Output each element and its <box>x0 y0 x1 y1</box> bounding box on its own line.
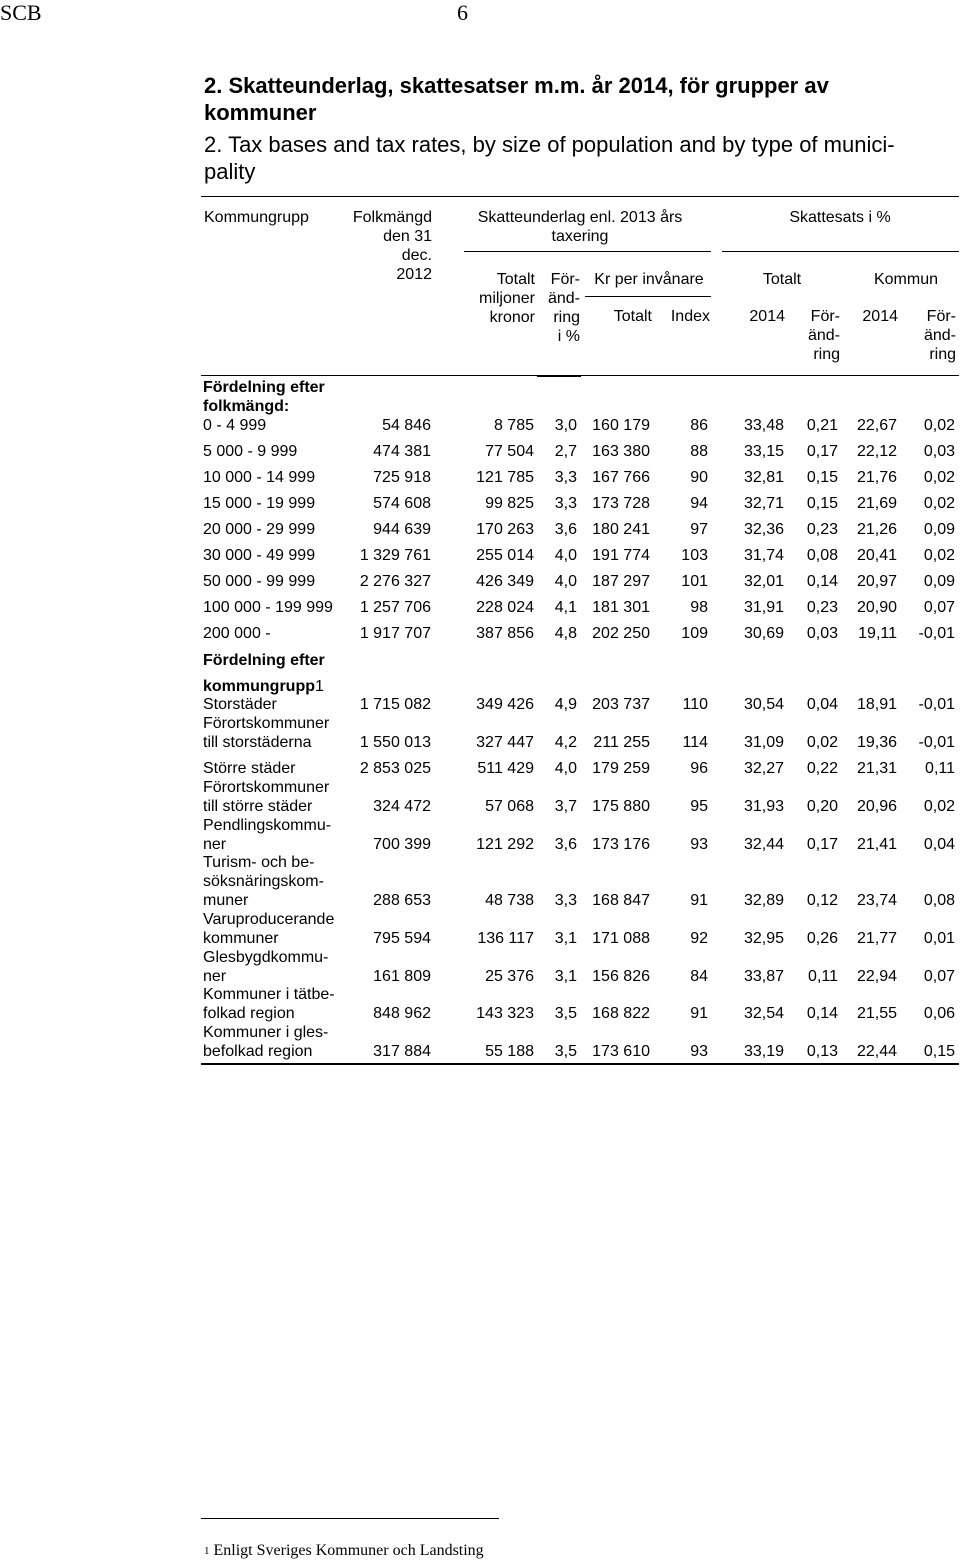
table-cell: 32,54 <box>743 1005 784 1022</box>
table-cell: 2,7 <box>554 443 577 460</box>
table-cell: 19,36 <box>856 734 897 751</box>
skatteunderlag-rule <box>464 251 711 252</box>
header-skatteunderlag: Skatteunderlag enl. 2013 års taxering <box>477 209 683 245</box>
table-cell: 474 381 <box>373 443 431 460</box>
table-cell: 0,20 <box>806 798 838 815</box>
table-cell: 0,02 <box>806 734 838 751</box>
table-cell: 3,3 <box>554 495 577 512</box>
section-kommungrupp-heading: Fördelning efter kommungrupp1 <box>203 652 325 695</box>
table-cell: 0,03 <box>806 625 838 642</box>
table-cell: 3,5 <box>554 1005 577 1022</box>
table-cell: 0,15 <box>806 495 838 512</box>
title-en-line2: pality <box>204 159 256 184</box>
table-cell: 30,54 <box>743 696 784 713</box>
header-kommun: Kommun <box>873 271 939 288</box>
table-cell: 32,89 <box>743 892 784 909</box>
table-cell: 0,14 <box>806 1005 838 1022</box>
table-cell: 32,36 <box>743 521 784 538</box>
table-cell: 31,93 <box>743 798 784 815</box>
header-skattesats: Skattesats i % <box>789 209 891 226</box>
header-totalt-mkr: Totalt miljoner kronor <box>478 271 535 326</box>
table-cell: 3,1 <box>554 930 577 947</box>
table-cell: 0,13 <box>806 1043 838 1060</box>
table-cell: 795 594 <box>373 930 431 947</box>
table-cell: 0,15 <box>806 469 838 486</box>
title-sv-line2: kommuner <box>204 100 317 125</box>
table-cell: 288 653 <box>373 892 431 909</box>
table-cell: 32,27 <box>743 760 784 777</box>
table-cell: 18,91 <box>856 696 897 713</box>
table-bottom-rule <box>201 1063 959 1065</box>
table-cell: 168 847 <box>592 892 650 909</box>
table-cell: 3,1 <box>554 968 577 985</box>
table-cell: 161 809 <box>373 968 431 985</box>
table-cell: 21,77 <box>856 930 897 947</box>
table-cell: 8 785 <box>493 417 534 434</box>
table-cell: 103 <box>681 547 708 564</box>
footnote-rule <box>201 1518 499 1519</box>
table-cell: 3,0 <box>554 417 577 434</box>
title-sv-line1: 2. Skatteunderlag, skattesatser m.m. år 2014, för grupper av <box>204 73 829 98</box>
header-forandring-a: För- änd- ring <box>807 308 840 363</box>
table-cell: 0,17 <box>806 443 838 460</box>
table-cell: -0,01 <box>918 734 955 751</box>
row-label: 50 000 - 99 999 <box>203 573 316 590</box>
table-cell: 173 176 <box>592 836 650 853</box>
footnote: $^1$ Enligt Sveriges Kommuner och Landsting <box>204 1542 484 1559</box>
table-cell: 93 <box>690 836 708 853</box>
table-cell: 228 024 <box>476 599 534 616</box>
table-cell: 0,04 <box>806 696 838 713</box>
row-label: Turism- och be- söksnäringskom- muner <box>203 854 324 909</box>
table-cell: 2 853 025 <box>359 760 431 777</box>
table-cell: 97 <box>690 521 708 538</box>
table-cell: 110 <box>682 696 708 713</box>
title-en-line1: 2. Tax bases and tax rates, by size of population and by type of munici- <box>204 132 895 157</box>
table-cell: 187 297 <box>592 573 650 590</box>
table-cell: 179 259 <box>592 760 650 777</box>
skattesats-rule <box>722 251 959 252</box>
page-number: 6 <box>457 0 468 25</box>
table-cell: 0,06 <box>923 1005 955 1022</box>
table-cell: 25 376 <box>485 968 534 985</box>
row-label: Glesbygdkommu- ner <box>203 949 329 985</box>
table-cell: 171 088 <box>592 930 650 947</box>
table-cell: 55 188 <box>485 1043 534 1060</box>
table-cell: 30,69 <box>743 625 784 642</box>
table-cell: 2 276 327 <box>359 573 431 590</box>
table-cell: 121 785 <box>476 469 534 486</box>
table-cell: 0,17 <box>806 836 838 853</box>
table-cell: 0,07 <box>923 968 955 985</box>
header-index: Index <box>670 308 710 325</box>
table-cell: 1 917 707 <box>359 625 431 642</box>
row-label: Kommuner i gles- befolkad region <box>203 1024 329 1060</box>
table-cell: 181 301 <box>592 599 650 616</box>
table-cell: 21,41 <box>856 836 897 853</box>
table-cell: 91 <box>690 892 708 909</box>
table-cell: 32,95 <box>743 930 784 947</box>
table-cell: 88 <box>690 443 708 460</box>
table-cell: 48 738 <box>485 892 534 909</box>
header-kommungrupp: Kommungrupp <box>204 209 309 226</box>
table-cell: 0,11 <box>808 968 838 985</box>
table-cell: 324 472 <box>373 798 431 815</box>
table-cell: 114 <box>682 734 708 751</box>
table-cell: 3,7 <box>554 798 577 815</box>
table-cell: 21,31 <box>856 760 897 777</box>
table-cell: 0,23 <box>806 599 838 616</box>
section-folkmangd-heading: Fördelning efter folkmängd: <box>203 379 325 415</box>
table-cell: 93 <box>690 1043 708 1060</box>
table-cell: 1 329 761 <box>359 547 431 564</box>
table-cell: 4,1 <box>554 599 577 616</box>
table-cell: 511 429 <box>477 760 534 777</box>
forandring-thick-rule <box>537 375 581 377</box>
header-kr-totalt: Totalt <box>613 308 652 325</box>
table-cell: 168 822 <box>592 1005 650 1022</box>
row-label: 100 000 - 199 999 <box>203 599 333 616</box>
table-cell: 574 608 <box>373 495 431 512</box>
header-forandring-pct: För- änd- ring i % <box>547 271 580 345</box>
table-cell: 160 179 <box>592 417 650 434</box>
table-cell: 99 825 <box>485 495 534 512</box>
header-2014-b: 2014 <box>862 308 898 325</box>
table-cell: 3,6 <box>554 836 577 853</box>
table-cell: 0,09 <box>923 573 955 590</box>
table-cell: 95 <box>690 798 708 815</box>
table-cell: 0,09 <box>923 521 955 538</box>
table-cell: 22,67 <box>856 417 897 434</box>
table-cell: 191 774 <box>592 547 650 564</box>
table-cell: 21,69 <box>856 495 897 512</box>
table-cell: 20,96 <box>856 798 897 815</box>
table-cell: 0,08 <box>806 547 838 564</box>
row-label: Pendlingskommu- ner <box>203 817 332 853</box>
table-cell: 349 426 <box>476 696 534 713</box>
table-cell: 211 255 <box>593 734 650 751</box>
table-cell: 0,11 <box>925 760 955 777</box>
row-label: 15 000 - 19 999 <box>203 495 316 512</box>
row-label: 20 000 - 29 999 <box>203 521 316 538</box>
kr-per-invanare-rule <box>585 296 711 297</box>
table-top-rule <box>201 196 959 197</box>
table-cell: 0,02 <box>923 417 955 434</box>
table-cell: 700 399 <box>373 836 431 853</box>
table-cell: 0,08 <box>923 892 955 909</box>
table-cell: 84 <box>690 968 708 985</box>
header-kr-per-invanare: Kr per invånare <box>594 271 704 288</box>
table-cell: 170 263 <box>476 521 534 538</box>
table-cell: 944 639 <box>373 521 431 538</box>
table-cell: 4,0 <box>554 573 577 590</box>
table-cell: 0,03 <box>923 443 955 460</box>
table-cell: 4,2 <box>554 734 577 751</box>
table-cell: 96 <box>690 760 708 777</box>
table-cell: 725 918 <box>373 469 431 486</box>
table-cell: 57 068 <box>485 798 534 815</box>
table-cell: 1 257 706 <box>359 599 431 616</box>
table-cell: 156 826 <box>592 968 650 985</box>
table-cell: 109 <box>681 625 708 642</box>
table-cell: 19,11 <box>858 625 897 642</box>
table-cell: 22,94 <box>856 968 897 985</box>
table-cell: 3,5 <box>554 1043 577 1060</box>
table-cell: 136 117 <box>477 930 534 947</box>
table-cell: 0,02 <box>923 495 955 512</box>
table-cell: 173 610 <box>592 1043 650 1060</box>
table-cell: 32,44 <box>743 836 784 853</box>
table-cell: 0,21 <box>806 417 838 434</box>
table-cell: 20,90 <box>856 599 897 616</box>
table-cell: 0,12 <box>806 892 838 909</box>
table-cell: 143 323 <box>476 1005 534 1022</box>
header-forandring-b: För- änd- ring <box>923 308 956 363</box>
header-folkmangd: Folkmängd den 31 dec. 2012 <box>352 209 432 283</box>
table-cell: 32,01 <box>743 573 784 590</box>
table-cell: 0,04 <box>923 836 955 853</box>
table-cell: 0,26 <box>806 930 838 947</box>
table-cell: 31,74 <box>743 547 784 564</box>
table-cell: 54 846 <box>382 417 431 434</box>
table-cell: 101 <box>681 573 708 590</box>
table-cell: 33,87 <box>743 968 784 985</box>
table-cell: 0,02 <box>923 469 955 486</box>
table-cell: 33,48 <box>743 417 784 434</box>
table-cell: 0,02 <box>923 547 955 564</box>
table-cell: 4,8 <box>554 625 577 642</box>
table-cell: 20,97 <box>856 573 897 590</box>
table-cell: 32,71 <box>743 495 784 512</box>
table-cell: 1 550 013 <box>359 734 431 751</box>
org-name: SCB <box>0 0 42 25</box>
table-cell: 387 856 <box>476 625 534 642</box>
table-cell: 22,44 <box>856 1043 897 1060</box>
table-cell: 4,0 <box>554 547 577 564</box>
row-label: Varuproducerande kommuner <box>203 911 335 947</box>
table-cell: 21,76 <box>856 469 897 486</box>
table-cell: 94 <box>690 495 708 512</box>
table-cell: 4,0 <box>554 760 577 777</box>
table-cell: 31,91 <box>743 599 784 616</box>
table-cell: 3,3 <box>554 892 577 909</box>
table-cell: 0,23 <box>806 521 838 538</box>
row-label: 30 000 - 49 999 <box>203 547 316 564</box>
table-cell: 163 380 <box>592 443 650 460</box>
table-cell: 426 349 <box>476 573 534 590</box>
row-label: Storstäder <box>203 696 277 713</box>
table-cell: 20,41 <box>856 547 897 564</box>
table-cell: 317 884 <box>373 1043 431 1060</box>
row-label: Förortskommuner till storstäderna <box>203 715 330 751</box>
table-cell: 327 447 <box>476 734 534 751</box>
table-cell: 92 <box>690 930 708 947</box>
table-cell: 91 <box>690 1005 708 1022</box>
table-cell: 86 <box>690 417 708 434</box>
row-label: 200 000 - <box>203 625 271 642</box>
row-label: 5 000 - 9 999 <box>203 443 298 460</box>
table-cell: 33,15 <box>743 443 784 460</box>
table-cell: 4,9 <box>554 696 577 713</box>
table-cell: 3,3 <box>554 469 577 486</box>
table-cell: 32,81 <box>743 469 784 486</box>
table-cell: 3,6 <box>554 521 577 538</box>
table-cell: 848 962 <box>373 1005 431 1022</box>
table-cell: -0,01 <box>918 625 955 642</box>
table-cell: 98 <box>690 599 708 616</box>
row-label: Kommuner i tätbe- folkad region <box>203 986 335 1022</box>
table-cell: 0,14 <box>806 573 838 590</box>
table-cell: 173 728 <box>592 495 650 512</box>
table-cell: 202 250 <box>592 625 650 642</box>
table-cell: 121 292 <box>476 836 534 853</box>
table-cell: 90 <box>690 469 708 486</box>
table-cell: 22,12 <box>856 443 897 460</box>
header-2014-a: 2014 <box>749 308 785 325</box>
table-cell: 33,19 <box>743 1043 784 1060</box>
row-label: 10 000 - 14 999 <box>203 469 316 486</box>
table-cell: 0,15 <box>923 1043 955 1060</box>
table-cell: 21,26 <box>856 521 897 538</box>
table-cell: 0,01 <box>923 930 955 947</box>
table-cell: 167 766 <box>592 469 650 486</box>
table-cell: 203 737 <box>592 696 650 713</box>
table-cell: 255 014 <box>476 547 534 564</box>
table-cell: 0,07 <box>923 599 955 616</box>
table-cell: 31,09 <box>743 734 784 751</box>
table-cell: 0,02 <box>923 798 955 815</box>
table-cell: 180 241 <box>592 521 650 538</box>
table-cell: 1 715 082 <box>359 696 431 713</box>
table-cell: 77 504 <box>485 443 534 460</box>
row-label: Större städer <box>203 760 296 777</box>
table-cell: 21,55 <box>856 1005 897 1022</box>
header-totalt-rate: Totalt <box>762 271 802 288</box>
table-cell: 23,74 <box>856 892 897 909</box>
row-label: 0 - 4 999 <box>203 417 267 434</box>
table-cell: 0,22 <box>806 760 838 777</box>
table-cell: 175 880 <box>592 798 650 815</box>
row-label: Förortskommuner till större städer <box>203 779 330 815</box>
table-cell: -0,01 <box>918 696 955 713</box>
